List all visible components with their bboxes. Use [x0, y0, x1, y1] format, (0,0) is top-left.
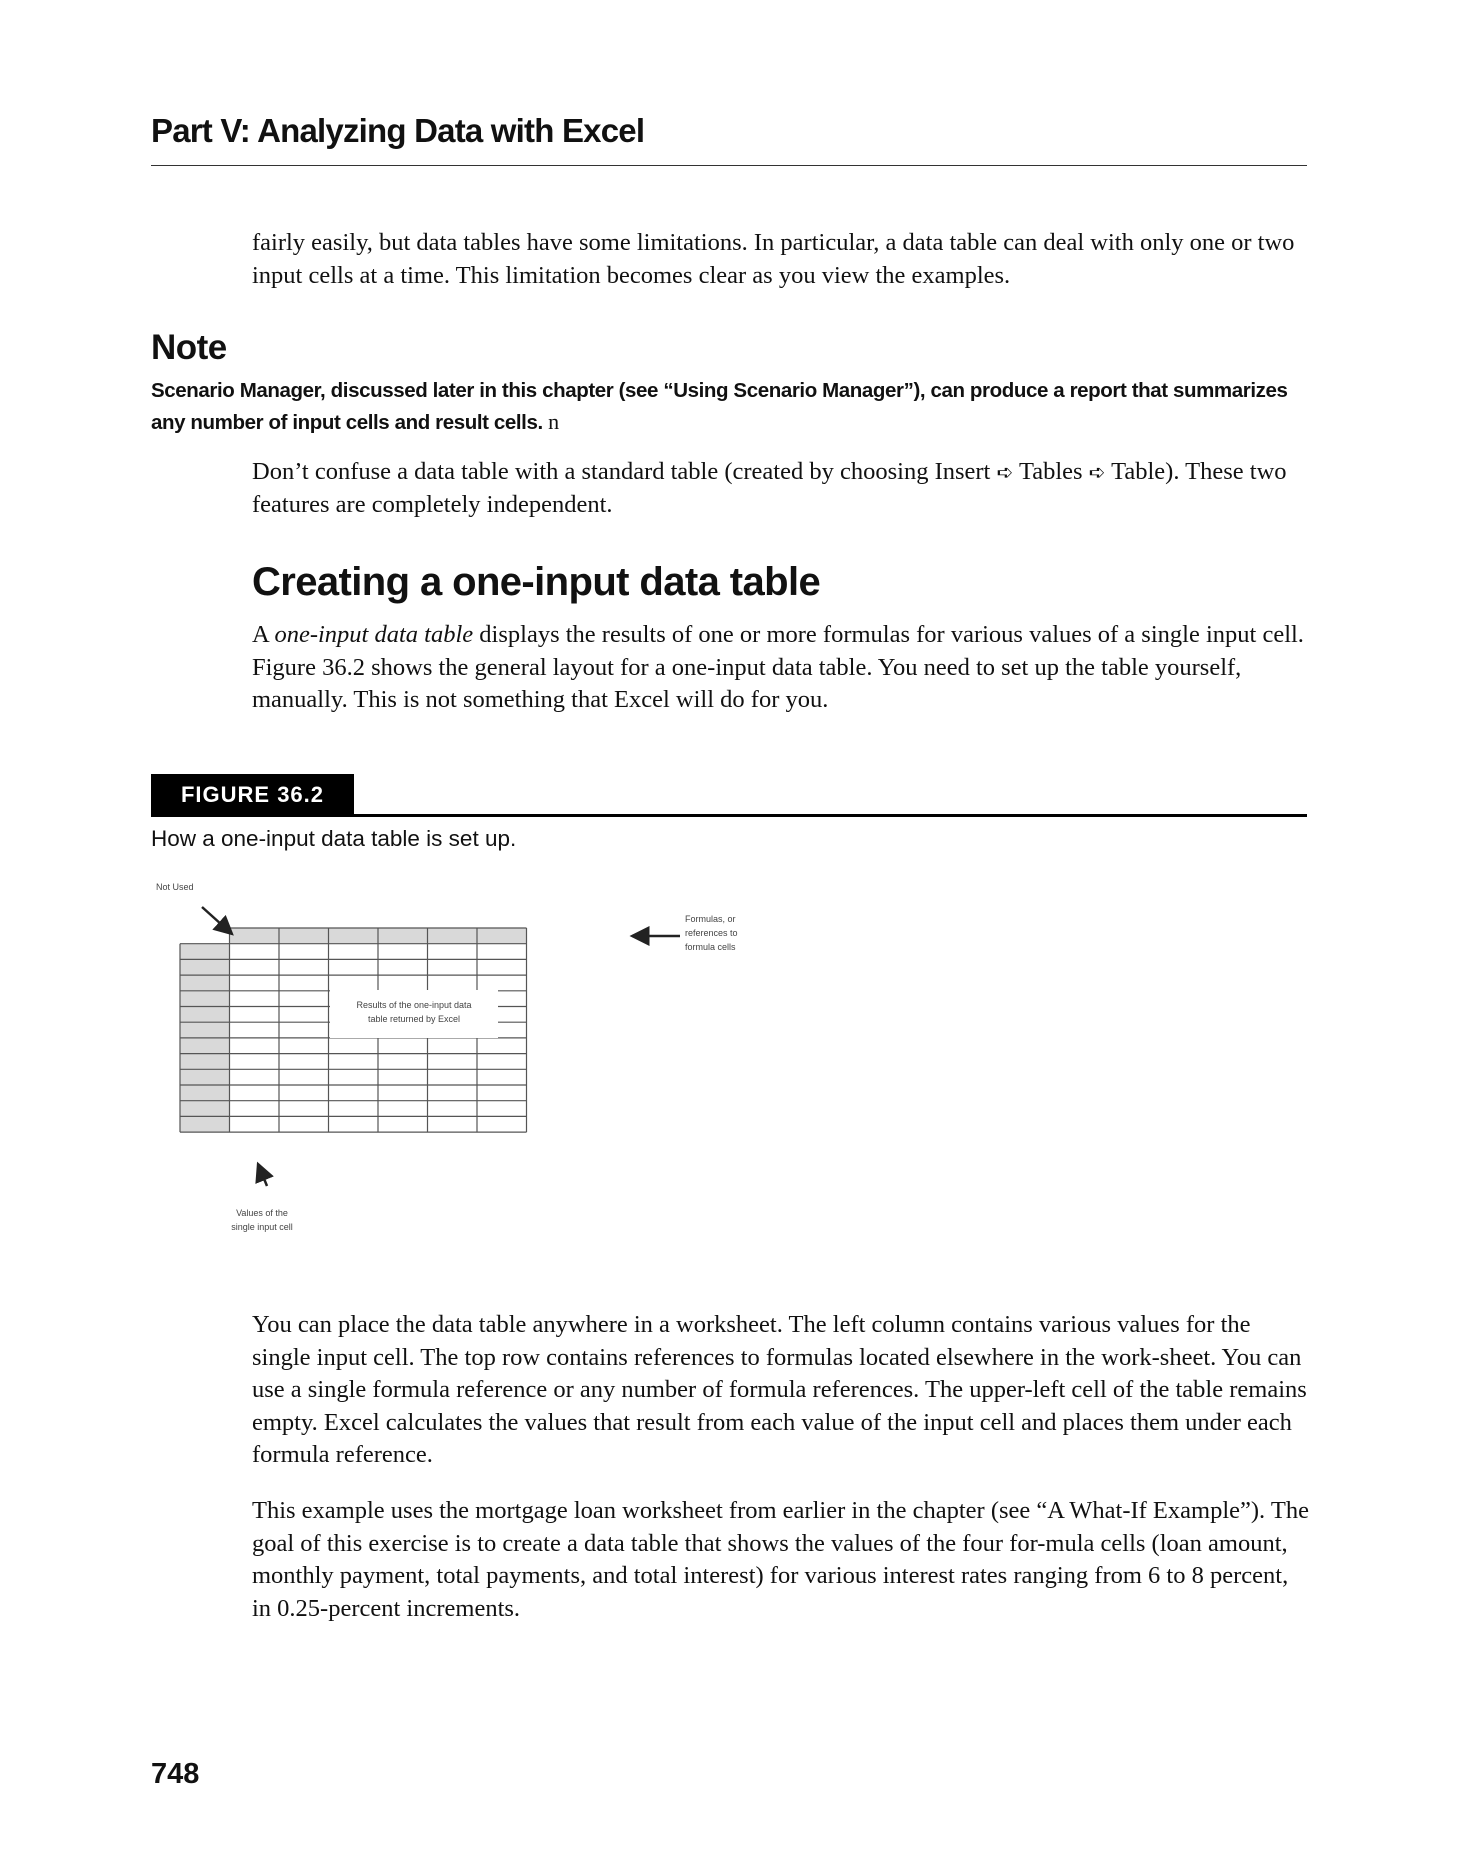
- note-text: [151, 375, 1311, 438]
- menu-arrow-icon: ➪: [996, 460, 1014, 484]
- callout-formulas-1: Formulas, or: [685, 914, 736, 924]
- arrow-values: [258, 1164, 267, 1186]
- figure-caption: How a one-input data table is set up.: [151, 826, 517, 851]
- paragraph-one-input-definition: [252, 619, 1312, 717]
- callout-results-1: Results of the one-input data: [356, 1000, 472, 1010]
- section-heading: Creating a one-input data table: [252, 560, 821, 604]
- note-body: Scenario Manager, discussed later in this chapter (see “Using Scenario Manager”), can produce a report that summarizes any number of input cells and result cells.: [151, 379, 1288, 434]
- callout-results-2: table returned by Excel: [367, 1014, 461, 1024]
- header-rule: [151, 165, 1307, 166]
- paragraph-standard-table: [252, 456, 1312, 521]
- callout-formulas-3: formula cells: [685, 942, 736, 952]
- paragraph-mortgage-example: This example uses the mortgage loan worksheet from earlier in the chapter (see “A What-If Example”). The goal of this exercise is to create a data table that shows the values of the four for-mula cells (loan amount, monthly payment, total payments, and total interest) for various interest rates ranging from 6 to 8 percent, in 0.25-percent increments.: [252, 1497, 1309, 1622]
- paragraph-placement: You can place the data table anywhere in a worksheet. The left column contains various values for the single input cell. The top row contains references to formulas located elsewhere in the work-sheet. You can use a single formula reference or any number of formula references. The upper-left cell of the table remains empty. Excel calculates the values that result from each value of the input cell and places them under each formula reference.: [252, 1311, 1307, 1468]
- p2-text-a: Don’t confuse a data table with a standard table (created by choosing Insert: [252, 458, 997, 485]
- figure-rule: [151, 814, 1307, 817]
- note-end-mark: n: [548, 409, 559, 434]
- menu-arrow-icon: ➪: [1088, 460, 1106, 484]
- figure-label: FIGURE 36.2: [151, 774, 354, 816]
- p3-text-b: displays the results of one or more formulas for various values of a single input cell. Figure 36.2 shows the general layout for a one-input data table. You need to set up the table yourself, manually. This is not something that Excel will do for you.: [252, 621, 1304, 713]
- page-number: 748: [151, 1758, 200, 1790]
- figure-diagram: [150, 870, 800, 1250]
- p3-italic-term: one-input data table: [274, 621, 474, 648]
- paragraph-intro: fairly easily, but data tables have some limitations. In particular, a data table can deal with only one or two input cells at a time. This limitation becomes clear as you view the examples.: [252, 229, 1295, 289]
- arrow-not-used: [202, 907, 232, 934]
- callout-formulas-2: references to: [685, 928, 738, 938]
- p3-text-a: A: [252, 621, 275, 648]
- callout-values-2: single input cell: [231, 1222, 293, 1232]
- p2-text-b: Tables: [1013, 458, 1089, 485]
- callout-not-used: Not Used: [156, 882, 194, 892]
- callout-values-1: Values of the: [236, 1208, 288, 1218]
- note-title: Note: [151, 328, 227, 367]
- running-head: Part V: Analyzing Data with Excel: [151, 112, 645, 149]
- p2-text-c: Table). These two features are completely independent.: [252, 458, 1287, 518]
